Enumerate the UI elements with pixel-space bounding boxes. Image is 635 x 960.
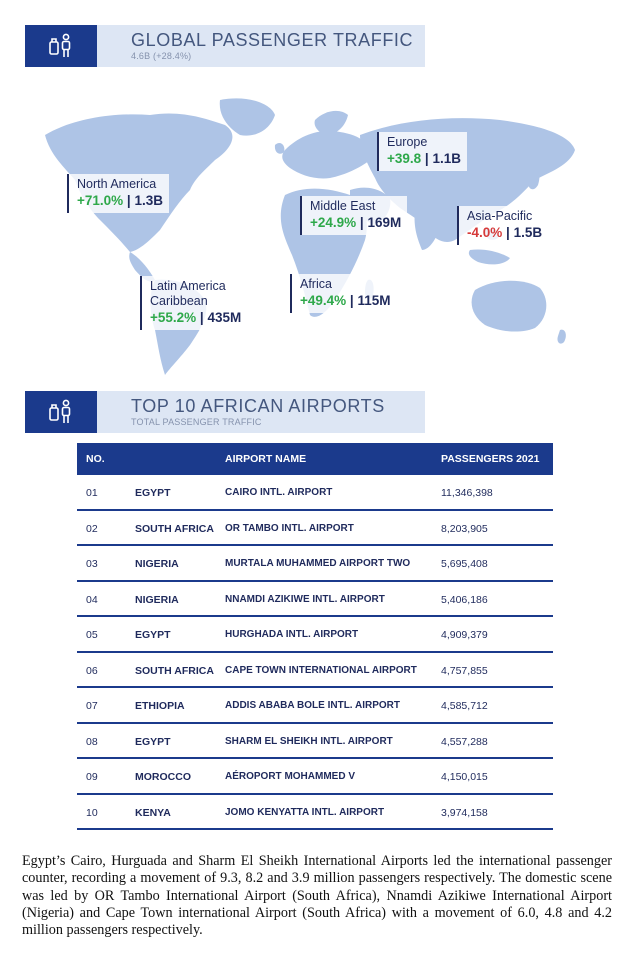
row-airport: ADDIS ABABA BOLE INTL. AIRPORT [225,700,400,711]
row-country: NIGERIA [135,558,179,570]
region-name: Europe [387,135,428,149]
row-airport: CAIRO INTL. AIRPORT [225,487,333,498]
airports-table [77,443,553,830]
row-number: 05 [86,629,98,641]
section-title: GLOBAL PASSENGER TRAFFIC [131,30,414,50]
row-number: 04 [86,593,98,606]
luggage-person-icon [25,391,97,433]
region-europe: Europe +39.8 | 1.1B [377,132,467,171]
row-passengers: 4,909,379 [441,629,488,641]
region-change: +39.8 [387,151,422,166]
section-subtitle: 4.6B (+28.4%) [131,51,192,61]
row-number: 06 [86,664,98,677]
global-traffic-banner [25,25,425,67]
header-passengers: PASSENGERS 2021 [441,453,540,465]
row-airport: CAPE TOWN INTERNATIONAL AIRPORT [225,664,417,676]
region-name: Middle East [310,199,376,213]
row-country: KENYA [135,806,171,819]
region-latin-america: Latin America Caribbean +55.2% | 435M [140,276,247,330]
row-airport: JOMO KENYATTA INTL. AIRPORT [225,806,385,818]
region-change: +71.0% [77,193,124,208]
table-row [77,546,553,582]
row-number: 01 [86,487,98,499]
region-passengers: 169M [367,215,402,230]
region-change: +24.9% [310,215,357,230]
row-country: EGYPT [135,629,171,641]
region-asia-pacific: Asia-Pacific -4.0% | 1.5B [457,206,548,245]
region-name: Africa [300,277,332,291]
region-name: North America [77,177,157,191]
row-airport: HURGHADA INTL. AIRPORT [225,629,359,640]
region-name: Latin America [150,279,226,293]
row-number: 07 [86,700,98,712]
row-country: ETHIOPIA [135,700,185,712]
row-country: EGYPT [135,735,171,748]
row-number: 09 [86,771,98,783]
row-country: SOUTH AFRICA [135,522,214,535]
row-airport: MURTALA MUHAMMED AIRPORT TWO [225,558,411,569]
row-passengers: 5,695,408 [441,558,488,570]
row-passengers: 3,974,158 [441,806,488,819]
row-country: SOUTH AFRICA [135,664,214,677]
header-airport: AIRPORT NAME [225,453,307,465]
row-passengers: 4,557,288 [441,735,488,748]
header-no: NO. [86,453,105,465]
row-passengers: 11,346,398 [441,487,493,499]
region-passengers: 435M [207,310,242,325]
row-number: 02 [86,522,98,535]
luggage-person-icon [25,25,97,67]
table-header [77,443,553,475]
row-passengers: 4,150,015 [441,771,488,783]
row-country: EGYPT [135,487,171,499]
row-number: 10 [86,806,98,819]
table-row [77,795,553,831]
row-country: MOROCCO [135,771,191,783]
region-passengers: 1.5B [513,225,543,240]
row-number: 03 [86,558,98,570]
table-row [77,653,553,689]
table-row [77,759,553,795]
body-paragraph: Egypt’s Cairo, Hurguada and Sharm El Sheikh International Airports led the international passenger counter, recording a movement of 9.3, 8.2 and 3.9 million passengers respectively. The domestic scene was led by OR Tambo International Airport (South Africa), Nnamdi Azikiwe International Airport (Nigeria) and Cape Town international Airport (South Africa) with a movement of 6.0, 4.8 and 4.2 million passengers respectively. [22,853,612,939]
region-name: Asia-Pacific [467,209,533,223]
row-airport: AÉROPORT MOHAMMED V [225,771,355,782]
row-passengers: 8,203,905 [441,522,488,535]
region-change: +49.4% [300,293,347,308]
top-airports-banner [25,391,425,433]
region-change: +55.2% [150,310,197,325]
table-row [77,582,553,618]
table-row [77,724,553,760]
row-number: 08 [86,735,98,748]
row-passengers: 4,757,855 [441,664,488,677]
table-row [77,617,553,653]
region-passengers: 1.1B [432,151,461,166]
section-title: TOP 10 AFRICAN AIRPORTS [131,396,385,416]
region-name-line2: Caribbean [150,294,208,308]
region-change: -4.0% [467,225,503,240]
row-airport: NNAMDI AZIKIWE INTL. AIRPORT [225,593,385,605]
table-row [77,688,553,724]
region-middle-east: Middle East +24.9% | 169M [300,196,407,235]
row-airport: SHARM EL SHEIKH INTL. AIRPORT [225,735,393,747]
region-africa: Africa +49.4% | 115M [290,274,396,313]
table-row [77,511,553,547]
row-passengers: 5,406,186 [441,593,488,606]
region-passengers: 115M [357,293,391,308]
section-subtitle: TOTAL PASSENGER TRAFFIC [131,417,262,427]
row-country: NIGERIA [135,593,179,606]
world-map [30,90,600,380]
region-north-america: North America +71.0% | 1.3B [67,174,169,213]
table-row [77,475,553,511]
row-passengers: 4,585,712 [441,700,488,712]
region-passengers: 1.3B [134,193,163,208]
row-airport: OR TAMBO INTL. AIRPORT [225,522,354,534]
